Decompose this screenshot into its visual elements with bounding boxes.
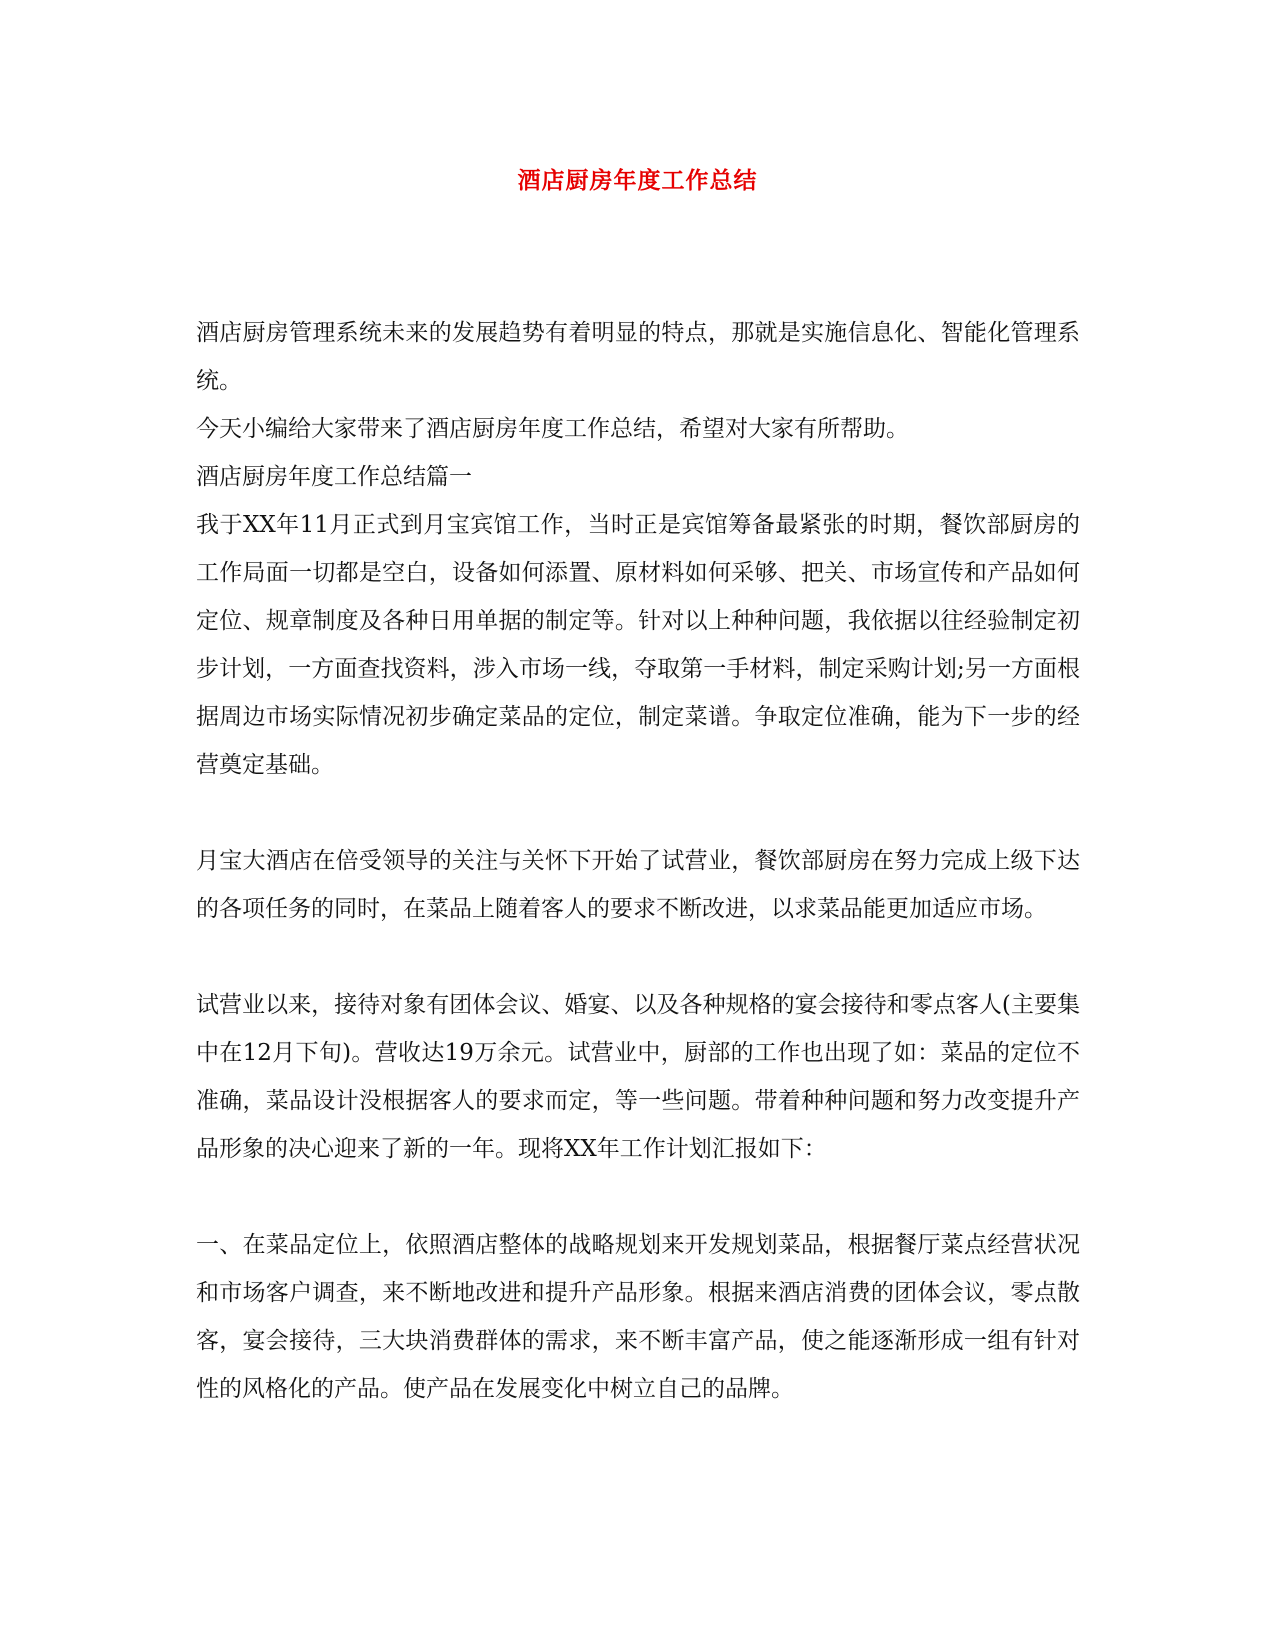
section-heading: 酒店厨房年度工作总结篇一 bbox=[196, 464, 472, 490]
paragraph-editor-note: 今天小编给大家带来了酒店厨房年度工作总结，希望对大家有所帮助。 bbox=[196, 416, 909, 442]
paragraph-spacer bbox=[196, 789, 1080, 837]
paragraph-results: 试营业以来，接待对象有团体会议、婚宴、以及各种规格的宴会接待和零点客人(主要集中在12月下旬)。营收达19万余元。试营业中，厨部的工作也出现了如：菜品的定位不准确，菜品设计没根据客人的要求而定，等一些问题。带着种种问题和努力改变提升产品形象的决心迎来了新的一年。现将XX年工作计划汇报如下： bbox=[196, 992, 1080, 1162]
paragraph-spacer bbox=[196, 1173, 1080, 1221]
document-title: 酒店厨房年度工作总结 bbox=[517, 167, 758, 194]
document-body bbox=[196, 309, 1080, 1413]
paragraph-start-work: 我于XX年11月正式到月宝宾馆工作，当时正是宾馆筹备最紧张的时期，餐饮部厨房的工作局面一切都是空白，设备如何添置、原材料如何采够、把关、市场宣传和产品如何定位、规章制度及各种日用单据的制定等。针对以上种种问题，我依据以往经验制定初步计划，一方面查找资料，涉入市场一线，夺取第一手材料，制定采购计划;另一方面根据周边市场实际情况初步确定菜品的定位，制定菜谱。争取定位准确，能为下一步的经营奠定基础。 bbox=[196, 512, 1080, 778]
paragraph-spacer bbox=[196, 933, 1080, 981]
paragraph-plan-item-1: 一、在菜品定位上，依照酒店整体的战略规划来开发规划菜品，根据餐厅菜点经营状况和市场客户调查，来不断地改进和提升产品形象。根据来酒店消费的团体会议，零点散客，宴会接待，三大块消费群体的需求，来不断丰富产品，使之能逐渐形成一组有针对性的风格化的产品。使产品在发展变化中树立自己的品牌。 bbox=[196, 1232, 1080, 1402]
paragraph-trial-operation: 月宝大酒店在倍受领导的关注与关怀下开始了试营业，餐饮部厨房在努力完成上级下达的各项任务的同时，在菜品上随着客人的要求不断改进，以求菜品能更加适应市场。 bbox=[196, 848, 1080, 922]
paragraph-intro: 酒店厨房管理系统未来的发展趋势有着明显的特点，那就是实施信息化、智能化管理系统。 bbox=[196, 320, 1080, 394]
